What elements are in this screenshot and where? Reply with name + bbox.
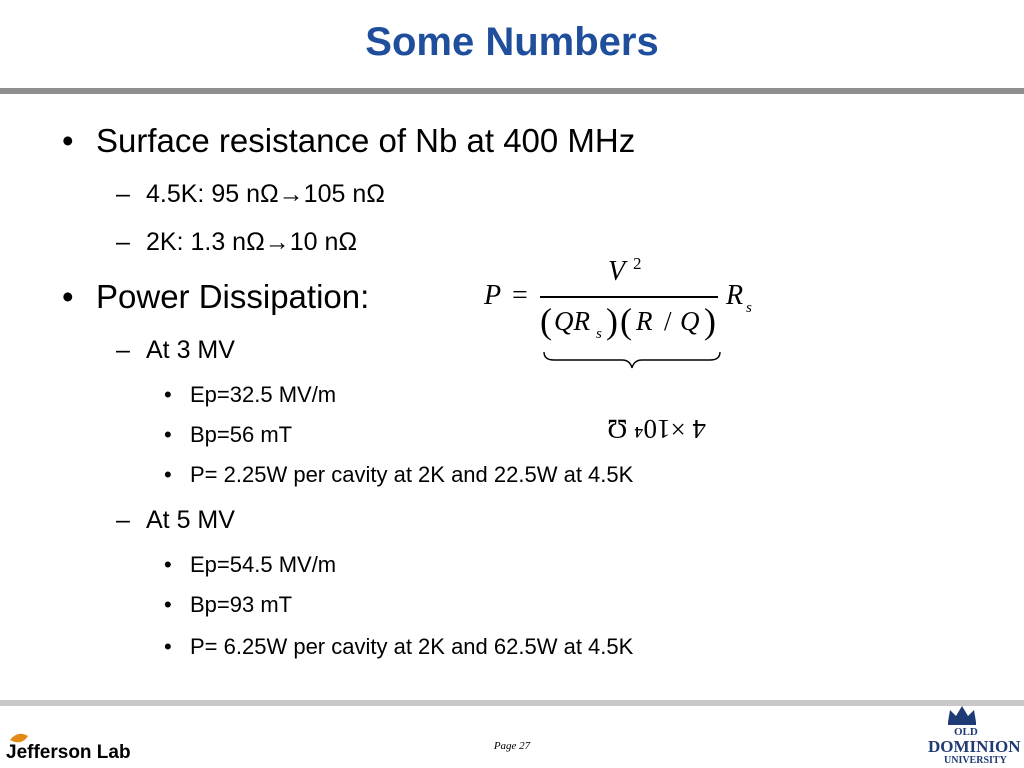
bullet-dot: • (164, 634, 172, 659)
sub-bullet-text: 4.5K: 95 nΩ→105 nΩ (146, 180, 385, 208)
item-text: P= 2.25W per cavity at 2K and 22.5W at 4.5K (190, 462, 634, 487)
formula-sub-s: s (596, 326, 602, 342)
formula-numerator-exp: 2 (633, 254, 642, 273)
bullet-text: Power Dissipation: (96, 278, 370, 315)
formula-paren-left: ( (540, 301, 552, 341)
formula-qr: QR (554, 306, 590, 336)
fraction-bar (540, 296, 718, 298)
dash-marker: – (116, 506, 130, 534)
bullet-dot: • (164, 462, 172, 487)
slide-title: Some Numbers (365, 20, 659, 64)
formula-numerator-v: V (608, 256, 626, 287)
sub-bullet-at-5mv (116, 506, 235, 535)
item-ep-3mv (164, 382, 336, 408)
formula-paren-right: ) (606, 301, 618, 341)
formula-paren-left-2: ( (620, 301, 632, 341)
svg-text:Jefferson Lab: Jefferson Lab (6, 742, 131, 763)
item-p-3mv (164, 462, 633, 488)
bullet-dot: • (164, 422, 172, 447)
dash-marker: – (116, 228, 130, 256)
bullet-dot: • (62, 122, 74, 159)
formula-rhs-r: R (726, 280, 744, 311)
odu-logo (924, 704, 1024, 768)
item-p-5mv (164, 634, 633, 660)
jefferson-lab-logo (4, 728, 164, 764)
underbrace-value-text: 4 ×10⁴ Ω (607, 414, 706, 444)
item-bp-3mv (164, 422, 292, 448)
sub-bullet-at-3mv (116, 336, 235, 365)
item-ep-5mv (164, 552, 336, 578)
sub-bullet-text: At 5 MV (146, 506, 235, 534)
bullet-dot: • (62, 278, 74, 315)
formula-lhs-p: P (484, 280, 502, 311)
bullet-power-dissipation (62, 278, 369, 316)
formula-slash: / (664, 306, 672, 336)
formula-paren-right-2: ) (704, 301, 716, 341)
odu-line2: DOMINION (928, 737, 1021, 756)
sub-bullet-2k (116, 228, 357, 257)
sub-bullet-4-5k (116, 180, 385, 209)
formula-rhs-sub-s: s (746, 300, 752, 316)
formula-equals: = (512, 280, 528, 311)
item-text: P= 6.25W per cavity at 2K and 62.5W at 4.5K (190, 634, 634, 659)
item-text: Ep=54.5 MV/m (190, 552, 337, 577)
item-bp-5mv (164, 592, 292, 618)
odu-line3: UNIVERSITY (944, 755, 1007, 766)
item-text: Bp=93 mT (190, 592, 293, 617)
power-formula (478, 250, 778, 444)
bullet-text: Surface resistance of Nb at 400 MHz (96, 122, 636, 159)
dash-marker: – (116, 180, 130, 208)
item-text: Ep=32.5 MV/m (190, 382, 337, 407)
sub-bullet-text: 2K: 1.3 nΩ→10 nΩ (146, 228, 358, 256)
footer-divider (0, 700, 1024, 706)
odu-line1: OLD (954, 726, 978, 738)
item-text: Bp=56 mT (190, 422, 293, 447)
title-divider (0, 88, 1024, 94)
formula-r: R (636, 306, 653, 336)
formula-q: Q (680, 306, 700, 336)
bullet-surface-resistance (62, 122, 635, 160)
page-number: Page 27 (493, 740, 531, 752)
bullet-dot: • (164, 382, 172, 407)
underbrace-value-flipped (556, 410, 706, 444)
sub-bullet-text: At 3 MV (146, 336, 235, 364)
crown-icon (946, 704, 978, 726)
bullet-dot: • (164, 592, 172, 617)
underbrace (542, 350, 722, 380)
bullet-dot: • (164, 552, 172, 577)
dash-marker: – (116, 336, 130, 364)
